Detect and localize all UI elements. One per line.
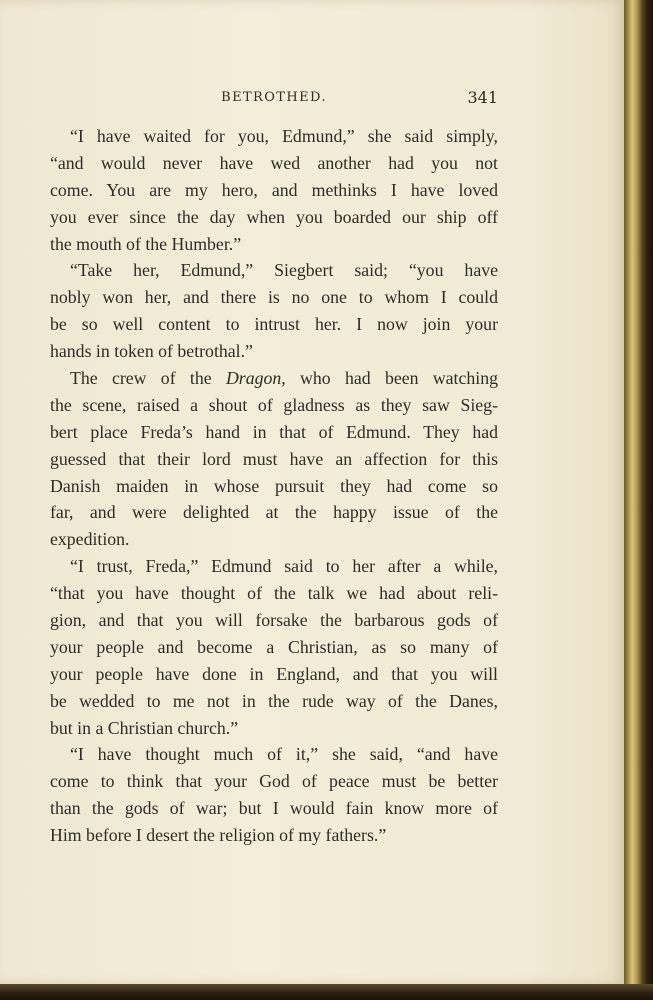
page-number: 341 [467, 88, 498, 107]
text-line: “I trust, Freda,” Edmund said to her after a while, [70, 556, 498, 577]
text-line: Danish maiden in whose pursuit they had come so [50, 475, 498, 496]
book-bottom-edge [0, 984, 653, 1000]
text-line: your people and become a Christian, as so many of [50, 636, 498, 657]
text-line: but in a Christian church.” [50, 717, 239, 738]
text-line: the mouth of the Humber.” [50, 233, 242, 254]
text-line: nobly won her, and there is no one to whom I could [50, 287, 498, 308]
text-line: the scene, raised a shout of gladness as they saw Sieg- [50, 394, 498, 415]
text-line: gion, and that you will forsake the barbarous gods of [50, 610, 498, 631]
text-line: be wedded to me not in the rude way of the Danes, [50, 690, 498, 711]
book-spine [624, 0, 653, 1000]
text-line: guessed that their lord must have an affection for this [50, 448, 498, 469]
ship-name: Dragon, [225, 368, 286, 389]
text-line: be so well content to intrust her. I now join your [50, 314, 498, 335]
text-line [50, 365, 498, 392]
running-head [50, 90, 498, 114]
text-line: “Take her, Edmund,” Siegbert said; “you have [70, 260, 498, 281]
text-line: than the gods of war; but I would fain know more of [50, 798, 498, 819]
text-line: come to think that your God of peace must be better [50, 771, 498, 792]
text-line: bert place Freda’s hand in that of Edmund. They had [50, 421, 498, 442]
text-line: your people have done in England, and that you will [50, 663, 498, 684]
text-line: far, and were delighted at the happy issue of the [50, 502, 498, 523]
text-run: who had been watching [285, 368, 498, 389]
text-line: “and would never have wed another had you not [50, 152, 498, 173]
chapter-title: BETROTHED. [221, 90, 327, 105]
text-line: hands in token of betrothal.” [50, 341, 253, 362]
text-run: The crew of the [70, 368, 226, 389]
text-line: “I have thought much of it,” she said, “and have [70, 744, 498, 765]
body-text [50, 123, 498, 849]
text-line: come. You are my hero, and methinks I have loved [50, 179, 498, 200]
text-line: Him before I desert the religion of my fathers.” [50, 825, 387, 846]
text-line: you ever since the day when you boarded our ship off [50, 206, 498, 227]
text-line: “I have waited for you, Edmund,” she said simply, [70, 126, 498, 146]
text-line: expedition. [50, 529, 130, 550]
text-line: “that you have thought of the talk we had about reli- [50, 583, 498, 604]
